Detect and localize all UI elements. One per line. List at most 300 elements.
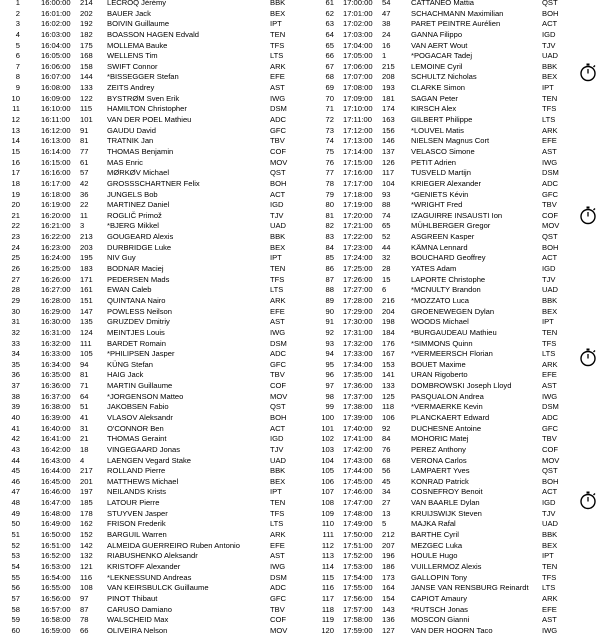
rider-name-cell: SCHULTZ Nicholas — [411, 72, 477, 82]
start-time-cell: 16:48:00 — [41, 508, 71, 518]
start-time-cell: 16:05:00 — [41, 51, 71, 61]
table-row — [300, 338, 557, 350]
rank-cell: 106 — [321, 476, 334, 486]
rider-name-cell: VINGEGAARD Jonas — [107, 444, 181, 454]
table-row — [0, 221, 300, 232]
rank-cell: 78 — [325, 178, 334, 188]
bib-cell: 215 — [382, 61, 395, 71]
start-time-cell: 17:03:00 — [343, 29, 373, 39]
table-row — [0, 509, 300, 520]
team-code-cell: TFS — [542, 104, 557, 114]
start-time-cell: 17:34:00 — [343, 359, 373, 369]
bib-cell: 156 — [382, 125, 395, 135]
start-time-cell: 16:40:00 — [41, 423, 71, 433]
bib-cell: 147 — [80, 306, 93, 316]
rider-name-cell: LEMOINE Cyril — [411, 61, 463, 71]
rider-name-cell: VERONA Carlos — [411, 455, 467, 465]
rank-cell: 90 — [325, 306, 334, 316]
start-time-cell: 17:05:00 — [343, 51, 373, 61]
start-time-cell: 17:19:00 — [343, 200, 373, 210]
start-time-cell: 17:40:00 — [343, 423, 373, 433]
rank-cell: 120 — [321, 625, 334, 635]
team-code-cell: LTS — [542, 583, 556, 593]
bib-cell: 202 — [80, 8, 93, 18]
team-code-cell: ACT — [270, 423, 286, 433]
rider-name-cell: PEDERSEN Mads — [107, 274, 170, 284]
rider-name-cell: BYSTRØM Sven Erik — [107, 93, 180, 103]
table-row — [300, 530, 558, 541]
bib-cell: 117 — [382, 168, 395, 178]
rider-name-cell: VAN DER POEL Mathieu — [107, 115, 192, 125]
rider-name-cell: TUSVELD Martijn — [411, 168, 471, 178]
bib-cell: 213 — [80, 232, 93, 242]
bib-cell: 212 — [382, 530, 395, 540]
team-code-cell: IWG — [542, 157, 558, 167]
rider-name-cell: GANNA Filippo — [411, 29, 463, 39]
bib-cell: 141 — [382, 370, 395, 380]
start-time-cell: 16:16:00 — [41, 168, 71, 178]
table-row — [0, 9, 300, 20]
rank-cell: 37 — [11, 381, 20, 391]
rank-cell: 61 — [325, 0, 334, 7]
rider-name-cell: *BISSEGGER Stefan — [107, 72, 179, 82]
start-time-cell: 16:10:00 — [41, 104, 71, 114]
start-time-cell: 16:34:00 — [41, 359, 71, 369]
team-code-cell: GFC — [270, 593, 287, 603]
table-row — [0, 445, 300, 456]
rank-cell: 22 — [11, 221, 20, 231]
start-time-cell: 17:08:00 — [343, 83, 373, 93]
rider-name-cell: BOASSON HAGEN Edvald — [107, 29, 200, 39]
team-code-cell: IGD — [542, 264, 556, 274]
team-code-cell: BEX — [542, 72, 558, 82]
rider-name-cell: JANSE VAN RENSBURG Reinardt — [411, 583, 529, 593]
bib-cell: 152 — [80, 530, 93, 540]
rider-name-cell: SAGAN Peter — [411, 93, 458, 103]
rank-cell: 40 — [11, 412, 20, 422]
bib-cell: 32 — [382, 253, 391, 263]
rank-cell: 6 — [15, 51, 20, 61]
rank-cell: 28 — [11, 285, 20, 295]
table-row — [300, 40, 556, 52]
start-time-cell: 17:57:00 — [343, 604, 373, 614]
bib-cell: 216 — [382, 295, 395, 305]
start-time-cell: 17:15:00 — [343, 157, 373, 167]
team-code-cell: TBV — [270, 370, 285, 380]
bib-cell: 146 — [382, 136, 395, 146]
rider-name-cell: BARDET Romain — [107, 338, 166, 348]
rank-cell: 73 — [325, 125, 334, 135]
team-code-cell: IPT — [542, 317, 554, 327]
rider-name-cell: GALLOPIN Tony — [411, 572, 467, 582]
table-row — [0, 126, 300, 137]
start-time-cell: 17:06:00 — [343, 61, 373, 71]
start-time-cell: 16:11:00 — [41, 115, 70, 125]
team-code-cell: GFC — [542, 423, 559, 433]
team-code-cell: BOH — [542, 242, 559, 252]
bib-cell: 173 — [382, 572, 395, 582]
rank-cell: 12 — [11, 115, 20, 125]
bib-cell: 183 — [80, 264, 93, 274]
rider-name-cell: WALSCHEID Max — [107, 615, 169, 625]
rider-name-cell: KIRSCH Alex — [411, 104, 457, 114]
table-row — [300, 61, 558, 73]
table-row — [300, 232, 558, 243]
rank-cell: 39 — [11, 402, 20, 412]
start-time-cell: 17:41:00 — [343, 434, 373, 444]
start-time-cell: 17:45:00 — [343, 476, 373, 486]
team-code-cell: BEX — [542, 306, 558, 316]
rank-cell: 29 — [11, 295, 20, 305]
start-time-cell: 17:30:00 — [343, 317, 373, 327]
table-row — [300, 498, 556, 509]
start-time-cell: 17:23:00 — [343, 242, 373, 252]
table-row — [0, 275, 300, 286]
bib-cell: 124 — [80, 327, 93, 337]
table-row — [300, 359, 558, 371]
team-code-cell: TJV — [542, 508, 556, 518]
bib-cell: 167 — [382, 349, 395, 359]
rank-cell: 52 — [11, 540, 20, 550]
team-code-cell: TBV — [270, 136, 285, 146]
start-list-right-column — [300, 0, 560, 636]
team-code-cell: TEN — [542, 93, 558, 103]
start-time-cell: 17:14:00 — [343, 146, 373, 156]
start-time-cell: 17:25:00 — [343, 264, 373, 274]
rank-cell: 36 — [11, 370, 20, 380]
rider-name-cell: MAJKA Rafal — [411, 519, 456, 529]
rider-name-cell: DOMBROWSKI Joseph Lloyd — [411, 381, 512, 391]
table-row — [300, 561, 558, 573]
start-time-cell: 17:22:00 — [343, 232, 373, 242]
start-time-cell: 16:54:00 — [41, 572, 71, 582]
team-code-cell: UAD — [542, 51, 559, 61]
start-time-cell: 16:33:00 — [41, 349, 71, 359]
team-code-cell: ADC — [270, 115, 287, 125]
team-code-cell: QST — [542, 232, 558, 242]
team-code-cell: MOV — [270, 157, 288, 167]
table-row — [300, 434, 557, 445]
start-time-cell: 16:19:00 — [41, 200, 71, 210]
team-code-cell: BOH — [270, 178, 287, 188]
start-time-cell: 16:49:00 — [41, 519, 71, 529]
team-code-cell: TBV — [542, 200, 557, 210]
rank-cell: 92 — [325, 327, 334, 337]
start-time-cell: 17:44:00 — [343, 466, 373, 476]
rank-cell: 27 — [11, 274, 20, 284]
bib-cell: 11 — [80, 210, 88, 220]
team-code-cell: BBK — [542, 530, 558, 540]
rank-cell: 109 — [321, 508, 334, 518]
rank-cell: 111 — [322, 530, 334, 540]
team-code-cell: MOV — [270, 625, 288, 635]
table-row — [300, 402, 559, 413]
rider-name-cell: ROGLIČ Primož — [107, 210, 162, 220]
team-code-cell: TFS — [270, 40, 285, 50]
rank-cell: 50 — [11, 519, 20, 529]
rank-cell: 18 — [11, 178, 20, 188]
rider-name-cell: BODNAR Maciej — [107, 264, 164, 274]
table-row — [300, 189, 559, 201]
table-row — [0, 41, 300, 52]
bib-cell: 15 — [382, 274, 391, 284]
rider-name-cell: PLANCKAERT Edward — [411, 412, 490, 422]
team-code-cell: COF — [270, 146, 287, 156]
rider-name-cell: BAUER Jack — [107, 8, 151, 18]
rank-cell: 112 — [321, 540, 334, 550]
team-code-cell: LTS — [542, 115, 556, 125]
table-row — [0, 339, 300, 350]
rider-name-cell: FRISON Frederik — [107, 519, 166, 529]
table-row — [300, 274, 556, 286]
table-row — [0, 466, 300, 477]
team-code-cell: TEN — [270, 29, 286, 39]
team-code-cell: IWG — [270, 327, 286, 337]
rank-cell: 67 — [325, 61, 334, 71]
start-time-cell: 17:59:00 — [343, 625, 373, 635]
rider-name-cell: BOUET Maxime — [411, 359, 466, 369]
start-time-cell: 17:07:00 — [343, 72, 373, 82]
rider-name-cell: MARTINEZ Daniel — [107, 200, 170, 210]
rank-cell: 23 — [11, 232, 20, 242]
rider-name-cell: TRATNIK Jan — [107, 136, 154, 146]
rank-cell: 25 — [11, 253, 20, 263]
team-code-cell: IPT — [270, 253, 282, 263]
table-row — [0, 72, 300, 83]
team-code-cell: TBV — [270, 604, 285, 614]
rider-name-cell: PARET PEINTRE Aurélien — [411, 19, 501, 29]
start-time-cell: 17:35:00 — [343, 370, 373, 380]
team-code-cell: AST — [270, 83, 285, 93]
start-time-cell: 16:53:00 — [41, 561, 71, 571]
rank-cell: 94 — [325, 349, 334, 359]
table-row — [300, 455, 560, 467]
rider-name-cell: *GENIETS Kévin — [411, 189, 469, 199]
rank-cell: 47 — [11, 487, 20, 497]
rider-name-cell: *JORGENSON Matteo — [107, 391, 184, 401]
rank-cell: 102 — [321, 434, 334, 444]
table-row — [0, 179, 300, 190]
table-row — [300, 391, 558, 403]
rider-name-cell: YATES Adam — [411, 264, 457, 274]
table-row — [0, 211, 300, 222]
rider-name-cell: WELLENS Tim — [107, 51, 158, 61]
table-row — [300, 146, 557, 158]
bib-cell: 203 — [80, 242, 93, 252]
table-row — [0, 424, 300, 435]
rank-cell: 105 — [321, 466, 334, 476]
rider-name-cell: CATTANEO Mattia — [411, 0, 475, 7]
bib-cell: 13 — [382, 508, 391, 518]
start-time-cell: 17:09:00 — [343, 93, 373, 103]
team-code-cell: UAD — [270, 455, 287, 465]
team-code-cell: LTS — [542, 349, 556, 359]
team-code-cell: DSM — [270, 338, 287, 348]
rank-cell: 99 — [325, 402, 334, 412]
rider-name-cell: KÜNG Stefan — [107, 359, 154, 369]
table-row — [0, 392, 300, 403]
start-time-cell: 16:46:00 — [41, 487, 71, 497]
table-row — [300, 551, 554, 562]
bib-cell: 135 — [80, 317, 93, 327]
rider-name-cell: BOUCHARD Geoffrey — [411, 253, 486, 263]
start-time-cell: 16:18:00 — [41, 189, 71, 199]
rank-cell: 65 — [325, 40, 334, 50]
team-code-cell: BOH — [542, 8, 559, 18]
bib-cell: 116 — [80, 572, 93, 582]
rider-name-cell: ROLLAND Pierre — [107, 466, 166, 476]
rider-name-cell: MOSCON Gianni — [411, 615, 470, 625]
bib-cell: 193 — [382, 83, 395, 93]
rank-cell: 98 — [325, 391, 334, 401]
rider-name-cell: *LOUVEL Matis — [411, 125, 464, 135]
table-row — [300, 83, 554, 94]
table-row — [0, 594, 300, 605]
bib-cell: 186 — [382, 561, 395, 571]
rider-name-cell: CAPIOT Amaury — [411, 593, 467, 603]
table-row — [300, 370, 557, 381]
start-time-cell: 17:58:00 — [343, 615, 373, 625]
start-time-cell: 16:07:00 — [41, 72, 71, 82]
table-row — [0, 573, 300, 584]
rider-name-cell: HAIG Jack — [107, 370, 144, 380]
start-time-cell: 17:38:00 — [343, 402, 373, 412]
table-row — [300, 285, 559, 296]
rider-name-cell: MÜHLBERGER Gregor — [411, 221, 491, 231]
rank-cell: 31 — [11, 317, 20, 327]
bib-cell: 178 — [80, 508, 93, 518]
table-row — [300, 540, 558, 552]
table-row — [300, 508, 556, 520]
bib-cell: 42 — [80, 178, 89, 188]
rank-cell: 14 — [11, 136, 20, 146]
bib-cell: 142 — [80, 540, 93, 550]
start-time-cell: 16:35:00 — [41, 370, 71, 380]
table-row — [0, 477, 300, 488]
team-code-cell: BBK — [542, 295, 558, 305]
bib-cell: 153 — [382, 359, 395, 369]
start-time-cell: 16:24:00 — [41, 253, 71, 263]
table-row — [300, 264, 556, 275]
team-code-cell: ARK — [270, 295, 286, 305]
team-code-cell: IPT — [270, 19, 282, 29]
start-time-cell: 16:42:00 — [41, 444, 71, 454]
start-time-cell: 16:26:00 — [41, 274, 71, 284]
start-time-cell: 17:17:00 — [343, 178, 373, 188]
rank-cell: 1 — [15, 0, 20, 7]
team-code-cell: DSM — [270, 104, 287, 114]
table-row — [300, 412, 559, 424]
team-code-cell: QST — [270, 402, 286, 412]
table-row — [300, 381, 557, 392]
rider-name-cell: GROSSSCHARTNER Felix — [107, 178, 200, 188]
rank-cell: 35 — [11, 359, 20, 369]
bib-cell: 4 — [80, 455, 85, 465]
start-time-cell: 17:51:00 — [343, 540, 373, 550]
bib-cell: 108 — [80, 583, 93, 593]
table-row — [0, 456, 300, 467]
team-code-cell: ARK — [542, 125, 558, 135]
rider-name-cell: THOMAS Benjamin — [107, 146, 174, 156]
rider-name-cell: VELASCO Simone — [411, 146, 475, 156]
table-row — [0, 583, 300, 594]
rider-name-cell: VAN BAARLE Dylan — [411, 498, 480, 508]
start-time-cell: 16:47:00 — [41, 498, 71, 508]
rank-cell: 80 — [325, 200, 334, 210]
start-time-cell: 16:51:00 — [41, 540, 71, 550]
table-row — [0, 562, 300, 573]
rider-name-cell: MØRKØV Michael — [107, 168, 170, 178]
rider-name-cell: VAN DER HOORN Taco — [411, 625, 493, 635]
rank-cell: 26 — [11, 264, 20, 274]
table-row — [300, 136, 557, 147]
rank-cell: 79 — [325, 189, 334, 199]
start-time-cell: 17:26:00 — [343, 274, 373, 284]
team-code-cell: DSM — [270, 572, 287, 582]
bib-cell: 34 — [382, 487, 391, 497]
team-code-cell: COF — [542, 210, 559, 220]
bib-cell: 168 — [80, 51, 93, 61]
rider-name-cell: PEREZ Anthony — [411, 444, 466, 454]
table-row — [0, 381, 300, 392]
rank-cell: 2 — [15, 8, 20, 18]
rank-cell: 116 — [321, 583, 334, 593]
team-code-cell: QST — [542, 466, 558, 476]
bib-cell: 88 — [382, 200, 391, 210]
rider-name-cell: THOMAS Geraint — [107, 434, 167, 444]
rider-name-cell: HOULE Hugo — [411, 551, 458, 561]
team-code-cell: AST — [542, 381, 557, 391]
rank-cell: 7 — [15, 61, 20, 71]
table-row — [0, 147, 300, 158]
bib-cell: 154 — [382, 593, 395, 603]
bib-cell: 16 — [382, 40, 391, 50]
table-row — [0, 158, 300, 169]
start-time-cell: 17:36:00 — [343, 381, 373, 391]
rank-cell: 20 — [11, 200, 20, 210]
bib-cell: 66 — [80, 625, 89, 635]
bib-cell: 56 — [382, 466, 391, 476]
rider-name-cell: DUCHESNE Antoine — [411, 423, 482, 433]
table-row — [0, 307, 300, 318]
start-time-cell: 17:12:00 — [343, 125, 373, 135]
table-row — [300, 125, 558, 137]
team-code-cell: EFE — [270, 306, 285, 316]
rank-cell: 45 — [11, 466, 20, 476]
bib-cell: 115 — [80, 104, 93, 114]
start-time-cell: 17:48:00 — [343, 508, 373, 518]
rider-name-cell: KONRAD Patrick — [411, 476, 469, 486]
bib-cell: 78 — [80, 615, 89, 625]
start-time-cell: 17:02:00 — [343, 19, 373, 29]
bib-cell: 106 — [382, 412, 395, 422]
rider-name-cell: SCHACHMANN Maximilian — [411, 8, 504, 18]
rank-cell: 104 — [321, 455, 334, 465]
stopwatch-icon — [578, 62, 598, 82]
rider-name-cell: STUYVEN Jasper — [107, 508, 168, 518]
rank-cell: 64 — [325, 29, 334, 39]
team-code-cell: MOV — [542, 221, 560, 231]
rank-cell: 49 — [11, 508, 20, 518]
rank-cell: 3 — [15, 19, 20, 29]
rider-name-cell: *LEKNESSUND Andreas — [107, 572, 192, 582]
rank-cell: 114 — [321, 561, 334, 571]
rank-cell: 48 — [11, 498, 20, 508]
rider-name-cell: *VERMEERSCH Florian — [411, 349, 493, 359]
table-row — [300, 349, 556, 360]
rider-name-cell: GOUGEARD Alexis — [107, 232, 174, 242]
table-row — [0, 200, 300, 211]
